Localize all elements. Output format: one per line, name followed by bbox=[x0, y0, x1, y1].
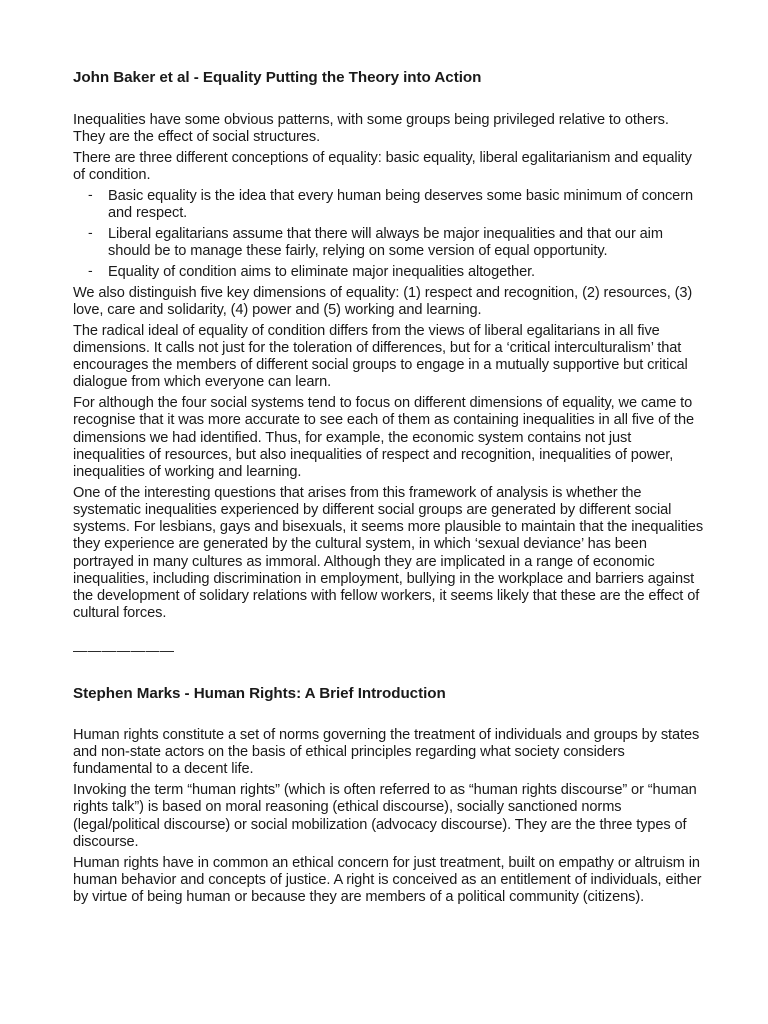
paragraph: For although the four social systems tend to focus on different dimensions of equality, we came to recognise that it was more accurate to see each of them as containing inequalities in all five of the dimensions we had identified. Thus, for example, the economic system contains not just inequalities of resources, but also inequalities of respect and recognition, inequalities of power, inequalities of working and learning. bbox=[73, 395, 695, 481]
list-item bbox=[73, 264, 703, 281]
section-2-body bbox=[73, 727, 703, 910]
conceptions-list bbox=[73, 188, 703, 281]
dash-bullet-icon: - bbox=[88, 224, 93, 240]
section-1-heading: John Baker et al - Equality Putting the Theory into Action bbox=[73, 69, 482, 86]
dash-bullet-icon: - bbox=[88, 262, 93, 278]
list-item-text: Equality of condition aims to eliminate major inequalities altogether. bbox=[108, 264, 536, 280]
paragraph: There are three different conceptions of equality: basic equality, liberal egalitarianism and equality of condition. bbox=[73, 150, 692, 184]
dash-bullet-icon: - bbox=[88, 186, 93, 202]
list-item-text: Liberal egalitarians assume that there will always be major inequalities and that our aim should be to manage these fairly, relying on some version of equal opportunity. bbox=[108, 226, 663, 260]
list-item bbox=[73, 188, 703, 222]
section-separator: ——————— bbox=[73, 642, 175, 658]
paragraph: One of the interesting questions that arises from this framework of analysis is whether the systematic inequalities experienced by different social groups are generated by different social systems. For lesbians, gays and bisexuals, it seems more plausible to maintain that the inequalities they experience are generated by the cultural system, in which ‘sexual deviance’ has been portrayed in many cultures as immoral. Although they are implicated in a range of economic inequalities, including discrimination in employment, bullying in the workplace and barriers against the development of solidary relations with fellow workers, it seems likely that these are the effect of cultural forces. bbox=[73, 484, 704, 622]
list-item-text: Basic equality is the idea that every human being deserves some basic minimum of concern and respect. bbox=[108, 188, 693, 222]
paragraph: Human rights constitute a set of norms governing the treatment of individuals and groups by states and non-state actors on the basis of ethical principles regarding what society considers fundamental to a decent life. bbox=[73, 727, 700, 778]
section-1-body bbox=[73, 112, 703, 626]
paragraph: We also distinguish five key dimensions of equality: (1) respect and recognition, (2) resources, (3) love, care and solidarity, (4) power and (5) working and learning. bbox=[73, 284, 693, 318]
list-item bbox=[73, 226, 703, 260]
paragraph: The radical ideal of equality of condition differs from the views of liberal egalitarians in all five dimensions. It calls not just for the toleration of differences, but for a ‘critical interculturalism’ that encourages the members of different social groups to engage in a mutually supportive but critical dialogue from which everyone can learn. bbox=[73, 322, 688, 391]
paragraph: Inequalities have some obvious patterns, with some groups being privileged relative to others. They are the effect of social structures. bbox=[73, 112, 669, 146]
paragraph: Human rights have in common an ethical concern for just treatment, built on empathy or altruism in human behavior and concepts of justice. A right is conceived as an entitlement of individuals, either by virtue of being human or because they are members of a political community (citizens). bbox=[73, 854, 702, 906]
section-2-heading: Stephen Marks - Human Rights: A Brief Introduction bbox=[73, 685, 446, 702]
paragraph: Invoking the term “human rights” (which is often referred to as “human rights discourse” or “human rights talk”) is based on moral reasoning (ethical discourse), socially sanctioned norms (legal/political discourse) or social mobilization (advocacy discourse). They are the three types of discourse. bbox=[73, 782, 697, 850]
